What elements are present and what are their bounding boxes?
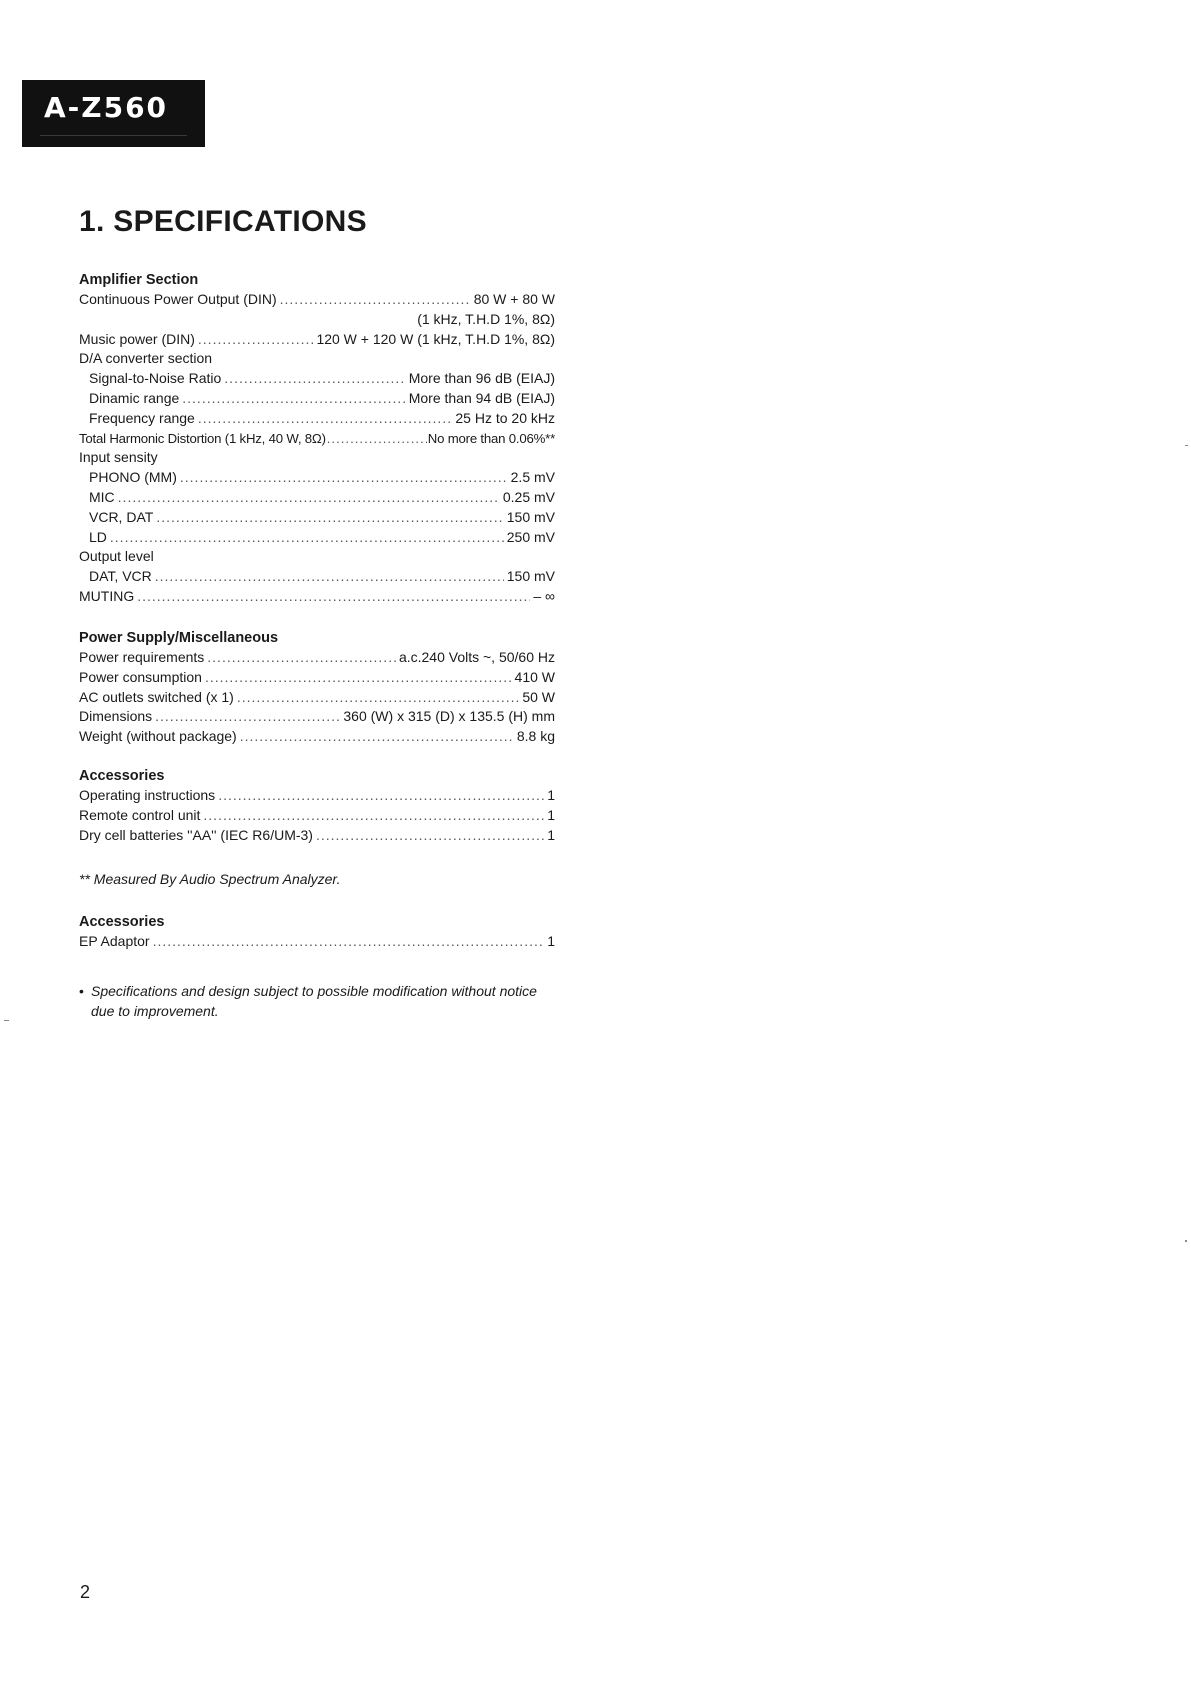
- spec-value: 1: [547, 826, 555, 843]
- modification-notice: [79, 982, 559, 1021]
- spec-label: PHONO (MM): [89, 469, 177, 486]
- dot-leader: [155, 567, 504, 587]
- spec-row-frequency-range: [79, 409, 555, 429]
- spec-value: More than 94 dB (EIAJ): [408, 389, 555, 406]
- spec-value: 80 W + 80 W: [473, 291, 555, 307]
- spec-label: LD: [89, 528, 107, 545]
- accessories-ep-section: [79, 912, 555, 952]
- spec-value: 0.25 mV: [502, 488, 555, 505]
- amplifier-heading: Amplifier Section: [79, 272, 199, 288]
- spec-label: Dry cell batteries ''AA'' (IEC R6/UM-3): [79, 826, 313, 843]
- measurement-footnote: ** Measured By Audio Spectrum Analyzer.: [79, 871, 341, 887]
- spec-row-ld: [79, 528, 555, 548]
- spec-condition: (1 kHz, T.H.D 1%, 8Ω): [417, 310, 555, 327]
- spec-row-vcr-dat: [79, 508, 555, 528]
- spec-value: 8.8 kg: [516, 728, 555, 745]
- dot-leader: [118, 488, 500, 508]
- spec-label: Operating instructions: [79, 787, 216, 803]
- model-name: A-Z560: [44, 91, 169, 124]
- power-section: [79, 628, 555, 747]
- spec-label: EP Adaptor: [79, 933, 150, 949]
- spec-value: 410 W: [514, 668, 555, 685]
- spec-label: DAT, VCR: [89, 568, 152, 585]
- spec-row-dat-vcr: [79, 567, 555, 587]
- spec-value: – ∞: [533, 587, 555, 604]
- dot-leader: [156, 508, 503, 528]
- spec-row-thd: [79, 429, 555, 449]
- spec-row-ac-outlets: [79, 688, 555, 708]
- accessories-heading: Accessories: [79, 768, 165, 784]
- badge-divider: [40, 135, 187, 136]
- scan-speck: [1185, 445, 1188, 446]
- amplifier-section: [79, 270, 555, 607]
- dot-leader: [237, 688, 519, 708]
- dot-leader: [198, 330, 314, 350]
- spec-value: More than 96 dB (EIAJ): [408, 370, 555, 387]
- output-level-heading: Output level: [79, 548, 154, 565]
- dot-leader: [203, 806, 544, 826]
- spec-value: 50 W: [522, 688, 555, 705]
- spec-value: a.c.240 Volts ~, 50/60 Hz: [398, 649, 555, 665]
- dot-leader: [240, 727, 514, 747]
- spec-row-dynamic-range: [79, 389, 555, 409]
- dot-leader: [207, 648, 396, 668]
- spec-label: Power consumption: [79, 668, 202, 685]
- page-title: 1. SPECIFICATIONS: [79, 205, 367, 238]
- spec-row-muting: [79, 587, 555, 607]
- spec-row-snr: [79, 369, 555, 389]
- scan-speck: [1185, 1240, 1187, 1242]
- notice-text: Specifications and design subject to possible modification without notice due to improvement.: [91, 983, 537, 1019]
- spec-row-ep-adaptor: [79, 932, 555, 952]
- dot-leader: [155, 707, 340, 727]
- spec-value: 360 (W) x 315 (D) x 135.5 (H) mm: [343, 708, 555, 725]
- spec-row-dimensions: [79, 707, 555, 727]
- model-badge: [22, 80, 205, 147]
- spec-row-continuous-power: [79, 290, 555, 310]
- power-heading: Power Supply/Miscellaneous: [79, 630, 279, 646]
- spec-label: Music power (DIN): [79, 330, 195, 347]
- spec-row-weight: [79, 727, 555, 747]
- dot-leader: [280, 290, 471, 310]
- spec-value: 1: [547, 806, 555, 823]
- dot-leader: [205, 668, 512, 688]
- spec-row-music-power: [79, 330, 555, 350]
- spec-value: 250 mV: [506, 528, 555, 545]
- bullet-mark: •: [79, 983, 84, 999]
- spec-label: Frequency range: [89, 409, 195, 426]
- dot-leader: [182, 389, 405, 409]
- spec-label: Total Harmonic Distortion (1 kHz, 40 W, 8Ω): [79, 430, 326, 446]
- dot-leader: [153, 932, 545, 952]
- dot-leader: [224, 369, 405, 389]
- spec-label: Power requirements: [79, 649, 205, 665]
- scan-speck: [4, 1020, 9, 1021]
- dot-leader: [198, 409, 453, 429]
- accessories-ep-heading: Accessories: [79, 914, 165, 930]
- spec-row-remote-control: [79, 806, 555, 826]
- spec-label: AC outlets switched (x 1): [79, 688, 234, 705]
- spec-row-batteries: [79, 826, 555, 846]
- spec-label: VCR, DAT: [89, 508, 154, 525]
- dot-leader: [316, 826, 544, 846]
- spec-label: Continuous Power Output (DIN): [79, 291, 277, 307]
- spec-label: Weight (without package): [79, 728, 237, 745]
- spec-row-phono: [79, 468, 555, 488]
- dot-leader: [180, 468, 508, 488]
- input-sensitivity-heading: Input sensity: [79, 449, 158, 466]
- spec-label: Dimensions: [79, 708, 153, 725]
- spec-label: MIC: [89, 488, 115, 505]
- spec-value: 2.5 mV: [510, 469, 555, 486]
- spec-label: Signal-to-Noise Ratio: [89, 370, 222, 387]
- spec-value: 120 W + 120 W (1 kHz, T.H.D 1%, 8Ω): [316, 330, 555, 347]
- spec-label: MUTING: [79, 587, 135, 604]
- da-converter-heading: D/A converter section: [79, 350, 213, 367]
- spec-label: Remote control unit: [79, 806, 201, 823]
- spec-label: Dinamic range: [89, 389, 180, 406]
- spec-row-mic: [79, 488, 555, 508]
- dot-leader: [327, 429, 427, 449]
- spec-row-operating-instructions: [79, 786, 555, 806]
- spec-value: 150 mV: [506, 568, 555, 585]
- dot-leader: [218, 786, 544, 806]
- spec-value: No more than 0.06%**: [427, 430, 555, 446]
- accessories-section: [79, 766, 555, 845]
- spec-value: 150 mV: [506, 508, 555, 525]
- spec-row-continuous-power-condition: [79, 310, 555, 330]
- spec-value: 1: [547, 787, 555, 803]
- dot-leader: [110, 528, 504, 548]
- spec-row-power-requirements: [79, 648, 555, 668]
- dot-leader: [137, 587, 530, 607]
- spec-value: 25 Hz to 20 kHz: [455, 409, 555, 426]
- page-number: 2: [80, 1582, 91, 1602]
- spec-row-power-consumption: [79, 668, 555, 688]
- spec-value: 1: [547, 933, 555, 949]
